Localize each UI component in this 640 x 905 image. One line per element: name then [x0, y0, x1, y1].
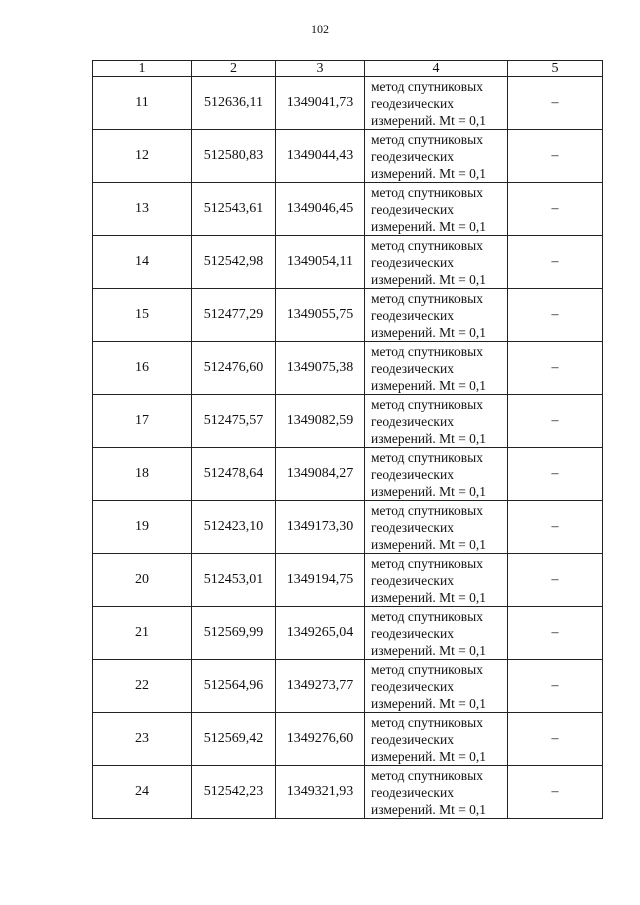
note-cell: – [508, 77, 603, 130]
method-line: метод спутниковых [371, 184, 483, 200]
method-line: геодезических [371, 254, 454, 270]
point-number-cell: 19 [93, 501, 192, 554]
method-line: измерений. Mt = 0,1 [371, 589, 487, 605]
y-coordinate-cell: 1349173,30 [276, 501, 365, 554]
table-row [93, 554, 603, 607]
method-cell [365, 395, 508, 448]
note-cell: – [508, 342, 603, 395]
y-coordinate-cell: 1349044,43 [276, 130, 365, 183]
method-line: измерений. Mt = 0,1 [371, 748, 487, 764]
x-coordinate-cell: 512477,29 [192, 289, 276, 342]
method-line: измерений. Mt = 0,1 [371, 324, 487, 340]
table-row [93, 77, 603, 130]
point-number-cell: 17 [93, 395, 192, 448]
point-number-cell: 24 [93, 766, 192, 819]
y-coordinate-cell: 1349273,77 [276, 660, 365, 713]
method-line: метод спутниковых [371, 78, 483, 94]
y-coordinate-cell: 1349054,11 [276, 236, 365, 289]
point-number-cell: 23 [93, 713, 192, 766]
method-cell [365, 236, 508, 289]
method-cell [365, 660, 508, 713]
method-line: измерений. Mt = 0,1 [371, 271, 487, 287]
column-header-1: 1 [93, 61, 192, 77]
table-row [93, 289, 603, 342]
table-row [93, 395, 603, 448]
method-cell [365, 77, 508, 130]
method-line: геодезических [371, 678, 454, 694]
method-line: геодезических [371, 201, 454, 217]
method-line: измерений. Mt = 0,1 [371, 642, 487, 658]
method-line: геодезических [371, 625, 454, 641]
method-line: геодезических [371, 784, 454, 800]
table-body [93, 77, 603, 819]
y-coordinate-cell: 1349046,45 [276, 183, 365, 236]
point-number-cell: 18 [93, 448, 192, 501]
method-line: геодезических [371, 731, 454, 747]
method-line: геодезических [371, 307, 454, 323]
method-line: измерений. Mt = 0,1 [371, 430, 487, 446]
x-coordinate-cell: 512475,57 [192, 395, 276, 448]
method-cell [365, 607, 508, 660]
method-line: геодезических [371, 572, 454, 588]
method-line: метод спутниковых [371, 237, 483, 253]
table-row [93, 766, 603, 819]
note-cell: – [508, 501, 603, 554]
method-cell [365, 501, 508, 554]
y-coordinate-cell: 1349055,75 [276, 289, 365, 342]
method-cell [365, 554, 508, 607]
method-line: метод спутниковых [371, 131, 483, 147]
method-line: геодезических [371, 413, 454, 429]
point-number-cell: 16 [93, 342, 192, 395]
x-coordinate-cell: 512453,01 [192, 554, 276, 607]
method-line: метод спутниковых [371, 767, 483, 783]
method-line: метод спутниковых [371, 396, 483, 412]
method-line: измерений. Mt = 0,1 [371, 695, 487, 711]
page-number: 102 [311, 22, 329, 36]
x-coordinate-cell: 512569,99 [192, 607, 276, 660]
method-line: измерений. Mt = 0,1 [371, 377, 487, 393]
method-line: измерений. Mt = 0,1 [371, 483, 487, 499]
x-coordinate-cell: 512569,42 [192, 713, 276, 766]
x-coordinate-cell: 512564,96 [192, 660, 276, 713]
table-row [93, 448, 603, 501]
method-cell [365, 183, 508, 236]
method-line: геодезических [371, 95, 454, 111]
method-line: геодезических [371, 360, 454, 376]
x-coordinate-cell: 512543,61 [192, 183, 276, 236]
x-coordinate-cell: 512478,64 [192, 448, 276, 501]
x-coordinate-cell: 512542,98 [192, 236, 276, 289]
table-row [93, 183, 603, 236]
method-line: измерений. Mt = 0,1 [371, 218, 487, 234]
note-cell: – [508, 183, 603, 236]
y-coordinate-cell: 1349082,59 [276, 395, 365, 448]
column-header-4: 4 [365, 61, 508, 77]
column-header-5: 5 [508, 61, 603, 77]
y-coordinate-cell: 1349265,04 [276, 607, 365, 660]
method-line: метод спутниковых [371, 502, 483, 518]
point-number-cell: 15 [93, 289, 192, 342]
point-number-cell: 21 [93, 607, 192, 660]
method-line: геодезических [371, 148, 454, 164]
method-cell [365, 130, 508, 183]
table-row [93, 501, 603, 554]
x-coordinate-cell: 512423,10 [192, 501, 276, 554]
note-cell: – [508, 395, 603, 448]
y-coordinate-cell: 1349041,73 [276, 77, 365, 130]
method-line: измерений. Mt = 0,1 [371, 536, 487, 552]
method-line: метод спутниковых [371, 714, 483, 730]
y-coordinate-cell: 1349276,60 [276, 713, 365, 766]
note-cell: – [508, 130, 603, 183]
note-cell: – [508, 766, 603, 819]
y-coordinate-cell: 1349084,27 [276, 448, 365, 501]
point-number-cell: 12 [93, 130, 192, 183]
method-line: измерений. Mt = 0,1 [371, 112, 487, 128]
table-row [93, 130, 603, 183]
method-cell [365, 713, 508, 766]
header-row [93, 61, 603, 77]
method-line: метод спутниковых [371, 608, 483, 624]
table-row [93, 607, 603, 660]
method-line: метод спутниковых [371, 449, 483, 465]
point-number-cell: 20 [93, 554, 192, 607]
x-coordinate-cell: 512636,11 [192, 77, 276, 130]
method-cell [365, 448, 508, 501]
column-header-2: 2 [192, 61, 276, 77]
table-row [93, 713, 603, 766]
y-coordinate-cell: 1349321,93 [276, 766, 365, 819]
table-row [93, 660, 603, 713]
note-cell: – [508, 713, 603, 766]
method-line: измерений. Mt = 0,1 [371, 165, 487, 181]
method-line: метод спутниковых [371, 555, 483, 571]
column-header-3: 3 [276, 61, 365, 77]
x-coordinate-cell: 512476,60 [192, 342, 276, 395]
y-coordinate-cell: 1349075,38 [276, 342, 365, 395]
note-cell: – [508, 236, 603, 289]
note-cell: – [508, 607, 603, 660]
note-cell: – [508, 448, 603, 501]
note-cell: – [508, 289, 603, 342]
x-coordinate-cell: 512542,23 [192, 766, 276, 819]
method-line: геодезических [371, 466, 454, 482]
coordinates-table [92, 60, 603, 819]
x-coordinate-cell: 512580,83 [192, 130, 276, 183]
method-line: метод спутниковых [371, 661, 483, 677]
method-line: геодезических [371, 519, 454, 535]
note-cell: – [508, 660, 603, 713]
table-row [93, 236, 603, 289]
method-cell [365, 289, 508, 342]
method-line: метод спутниковых [371, 290, 483, 306]
point-number-cell: 11 [93, 77, 192, 130]
method-cell [365, 766, 508, 819]
method-line: метод спутниковых [371, 343, 483, 359]
table-row [93, 342, 603, 395]
method-line: измерений. Mt = 0,1 [371, 801, 487, 817]
note-cell: – [508, 554, 603, 607]
point-number-cell: 14 [93, 236, 192, 289]
point-number-cell: 22 [93, 660, 192, 713]
point-number-cell: 13 [93, 183, 192, 236]
method-cell [365, 342, 508, 395]
y-coordinate-cell: 1349194,75 [276, 554, 365, 607]
